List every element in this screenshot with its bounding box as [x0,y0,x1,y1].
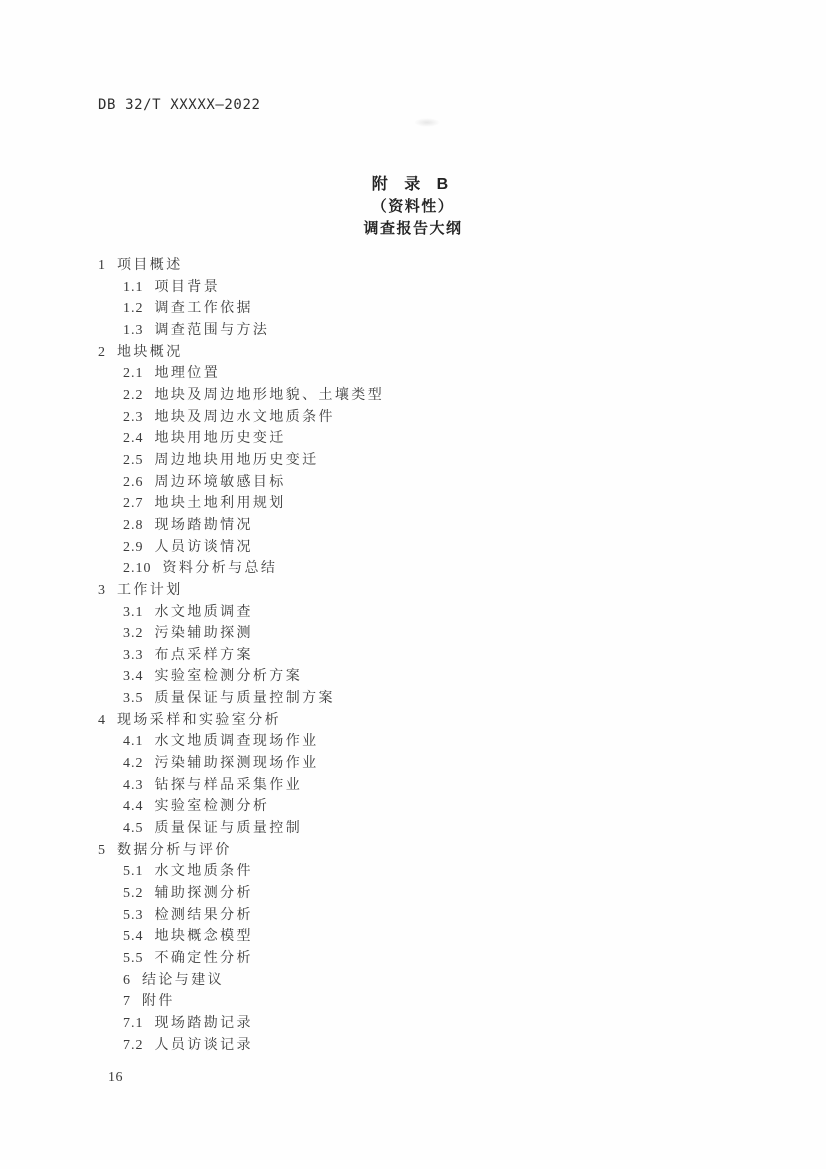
outline-item-label: 人员访谈情况 [154,539,253,555]
outline-item-label: 地块及周边水文地质条件 [154,409,335,425]
outline-item-label: 钻探与样品采集作业 [154,777,303,793]
outline-item [98,861,384,883]
outline-item [98,450,384,472]
outline-item [98,991,384,1013]
appendix-type-label: （资料性） [371,198,455,215]
outline-item-number: 4.5 [123,821,144,837]
outline-item-label: 水文地质调查现场作业 [154,734,319,750]
outline-item [98,277,384,299]
outline-item-number: 6 [123,972,131,988]
appendix-title-block [0,174,826,240]
outline-item [98,710,384,732]
outline-item [98,493,384,515]
scan-artifact [414,118,440,127]
outline-item-label: 项目概述 [117,258,183,273]
outline-item-number: 2.3 [123,409,144,425]
outline-item-label: 地块及周边地形地貌、土壤类型 [154,387,385,403]
outline-item-label: 地理位置 [154,366,221,382]
outline-item-number: 7 [123,994,131,1010]
outline-item [98,775,384,797]
outline-item-label: 地块概况 [117,344,183,360]
outline-item [98,472,384,494]
outline-item-number: 4.1 [123,734,144,750]
outline-item [98,688,384,710]
outline-item-label: 检测结果分析 [154,907,253,923]
outline-item [98,255,384,277]
outline-item-label: 项目背景 [154,279,221,295]
outline-item-number: 2.8 [123,517,144,533]
outline-item-label: 资料分析与总结 [162,561,278,577]
outline-item-number: 2.1 [123,366,144,382]
outline-item [98,818,384,840]
outline-item [98,428,384,450]
outline-item-number: 2 [98,344,106,360]
outline-item [98,537,384,559]
standard-code-header: DB 32/T XXXXX—2022 [98,97,261,113]
outline-item-number: 2.6 [123,474,144,490]
outline-item-number: 4.3 [123,777,144,793]
outline-item-label: 周边环境敏感目标 [154,474,286,490]
outline-item [98,515,384,537]
outline-item-number: 1.3 [123,322,144,338]
outline-item-label: 水文地质调查 [154,604,253,620]
outline-item-label: 地块概念模型 [154,929,253,945]
outline-item-number: 5 [98,842,106,858]
outline-item-number: 1.1 [123,279,144,295]
outline-item [98,883,384,905]
outline-item-label: 结论与建议 [142,972,224,988]
outline-item [98,731,384,753]
outline-item-number: 2.7 [123,496,144,512]
outline-item-label: 现场采样和实验室分析 [117,712,281,728]
outline-item-number: 7.1 [123,1015,144,1031]
outline-item-number: 2.5 [123,452,144,468]
outline-item-number: 7.2 [123,1037,144,1053]
outline-item-number: 2.4 [123,431,144,447]
outline-item [98,796,384,818]
outline-item [98,298,384,320]
outline-item-label: 现场踏勘记录 [154,1015,253,1031]
outline-item-number: 3.1 [123,604,144,620]
outline-item-label: 质量保证与质量控制 [154,821,303,837]
outline-item-label: 地块用地历史变迁 [154,431,286,447]
outline-item-number: 3.4 [123,669,144,685]
outline-item-label: 实验室检测分析方案 [154,669,303,685]
page-number: 16 [108,1070,123,1085]
outline-item [98,666,384,688]
outline-item [98,645,384,667]
outline-list [98,255,384,1056]
outline-item-number: 3.2 [123,626,144,642]
outline-item-label: 实验室检测分析 [154,799,270,815]
outline-item [98,623,384,645]
outline-item-number: 5.1 [123,864,144,880]
outline-item-number: 5.3 [123,907,144,923]
outline-item-label: 附件 [142,994,175,1010]
outline-item-label: 数据分析与评价 [117,842,232,858]
outline-item-label: 现场踏勘情况 [154,517,253,533]
outline-item [98,602,384,624]
appendix-subtitle: 调查报告大纲 [363,220,463,237]
outline-item [98,558,384,580]
outline-item [98,926,384,948]
outline-item [98,320,384,342]
outline-item-label: 污染辅助探测 [154,626,253,642]
outline-item-number: 3.5 [123,691,144,707]
outline-item-label: 地块土地利用规划 [154,496,286,512]
outline-item [98,385,384,407]
outline-item-label: 质量保证与质量控制方案 [154,691,335,707]
outline-item [98,1013,384,1035]
outline-item-label: 周边地块用地历史变迁 [154,452,319,468]
outline-item-label: 水文地质条件 [154,864,253,880]
outline-item-number: 5.2 [123,886,144,902]
outline-item-number: 4.4 [123,799,144,815]
outline-item [98,580,384,602]
outline-item-label: 工作计划 [117,582,183,598]
outline-item [98,407,384,429]
outline-item-label: 布点采样方案 [154,647,253,663]
outline-item-label: 人员访谈记录 [154,1037,253,1053]
outline-item-number: 5.5 [123,951,144,966]
outline-item [98,948,384,970]
outline-item [98,342,384,364]
outline-item-label: 辅助探测分析 [154,886,253,902]
outline-item-number: 1 [98,258,106,273]
outline-item-label: 不确定性分析 [154,951,253,966]
outline-item [98,970,384,992]
outline-item-number: 3.3 [123,647,144,663]
outline-item [98,753,384,775]
outline-item [98,363,384,385]
outline-item-number: 4 [98,712,106,728]
outline-item [98,1035,384,1057]
outline-item-number: 2.9 [123,539,144,555]
outline-item-number: 2.10 [123,561,152,577]
outline-item-number: 2.2 [123,387,144,403]
outline-item-number: 5.4 [123,929,144,945]
outline-item-number: 4.2 [123,756,144,772]
outline-item-number: 3 [98,582,106,598]
outline-item-number: 1.2 [123,301,144,317]
outline-item-label: 调查工作依据 [154,301,253,317]
outline-item [98,905,384,927]
outline-item [98,840,384,862]
outline-item-label: 调查范围与方法 [154,322,270,338]
outline-item-label: 污染辅助探测现场作业 [154,756,319,772]
appendix-title: 附 录 B [371,176,455,193]
